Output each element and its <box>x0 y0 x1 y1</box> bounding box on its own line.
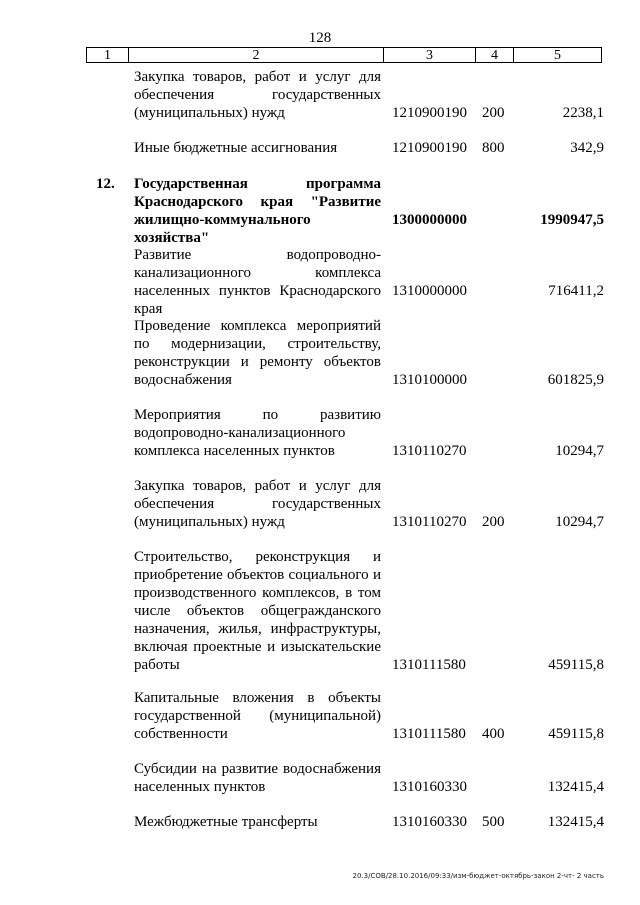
row-code: 1310110270 <box>392 443 467 459</box>
row-code: 1310160330 <box>392 814 467 830</box>
row-amount: 10294,7 <box>555 443 604 459</box>
row-amount: 132415,4 <box>547 779 604 795</box>
table-row <box>0 689 640 743</box>
table-row <box>0 139 640 157</box>
column-header-1: 1 <box>87 48 129 62</box>
row-expense-type: 400 <box>482 726 505 742</box>
page-number: 128 <box>308 30 332 46</box>
column-header-4: 4 <box>476 48 514 62</box>
row-amount: 459115,8 <box>548 726 604 742</box>
row-expense-type: 800 <box>482 140 505 156</box>
table-row <box>0 317 640 389</box>
column-header-3: 3 <box>384 48 476 62</box>
row-code: 1310000000 <box>392 283 467 299</box>
row-amount: 1990947,5 <box>540 212 604 228</box>
row-code: 1300000000 <box>392 212 467 228</box>
row-name: Проведение комплекса мероприятий по модернизации, строительству, реконструкции и ремонту объектов водоснабжения <box>134 318 381 388</box>
row-code: 1310111580 <box>392 657 466 673</box>
table-row <box>0 406 640 460</box>
row-name: Закупка товаров, работ и услуг для обеспечения государственных (муниципальных) нужд <box>134 69 381 121</box>
row-code: 1310100000 <box>392 372 467 388</box>
row-amount: 459115,8 <box>548 657 604 673</box>
row-name: Иные бюджетные ассигнования <box>134 140 338 156</box>
row-name: Мероприятия по развитию водопроводно-канализационного комплекса населенных пунктов <box>134 407 381 459</box>
row-code: 1210900190 <box>392 105 467 121</box>
row-amount: 342,9 <box>570 140 604 156</box>
table-row <box>0 175 640 246</box>
row-code: 1310110270 <box>392 514 467 530</box>
row-code: 1310160330 <box>392 779 467 795</box>
column-header-2: 2 <box>129 48 384 62</box>
row-name: Строительство, реконструкция и приобретение объектов социального и производственного комплексов, в том числе объектов общегражданского назначения, жилья, инфраструктуры, включая проектные и изыскательские работы <box>134 549 381 673</box>
row-name: Закупка товаров, работ и услуг для обеспечения государственных (муниципальных) нужд <box>134 478 381 530</box>
row-amount: 601825,9 <box>547 372 604 388</box>
row-expense-type: 200 <box>482 514 505 530</box>
column-header-5: 5 <box>554 48 561 63</box>
row-amount: 132415,4 <box>547 814 604 830</box>
row-amount: 716411,2 <box>548 283 604 299</box>
table-row <box>0 813 640 831</box>
row-number: 12. <box>96 176 115 192</box>
table-row <box>0 760 640 796</box>
row-expense-type: 500 <box>482 814 505 830</box>
column-header-row <box>86 47 602 63</box>
table-row <box>0 477 640 531</box>
row-name: Субсидии на развитие водоснабжения населенных пунктов <box>134 761 381 795</box>
document-footer-stamp: 20.3/СОВ/28.10.2016/09:33/изм-бюджет-октябрь-закон 2-чт- 2 часть <box>352 872 604 880</box>
row-expense-type: 200 <box>482 105 505 121</box>
row-name: Капитальные вложения в объекты государственной (муниципальной) собственности <box>134 690 381 742</box>
row-name: Развитие водопроводно-канализационного комплекса населенных пунктов Краснодарского края <box>134 247 381 317</box>
row-name: Государственная программа Краснодарского края "Развитие жилищно-коммунального хозяйства" <box>134 176 381 246</box>
row-amount: 10294,7 <box>555 514 604 530</box>
row-code: 1310111580 <box>392 726 466 742</box>
table-row <box>0 246 640 317</box>
table-row <box>0 548 640 674</box>
row-name: Межбюджетные трансферты <box>134 814 318 830</box>
table-row <box>0 68 640 122</box>
row-code: 1210900190 <box>392 140 467 156</box>
row-amount: 2238,1 <box>562 105 604 121</box>
